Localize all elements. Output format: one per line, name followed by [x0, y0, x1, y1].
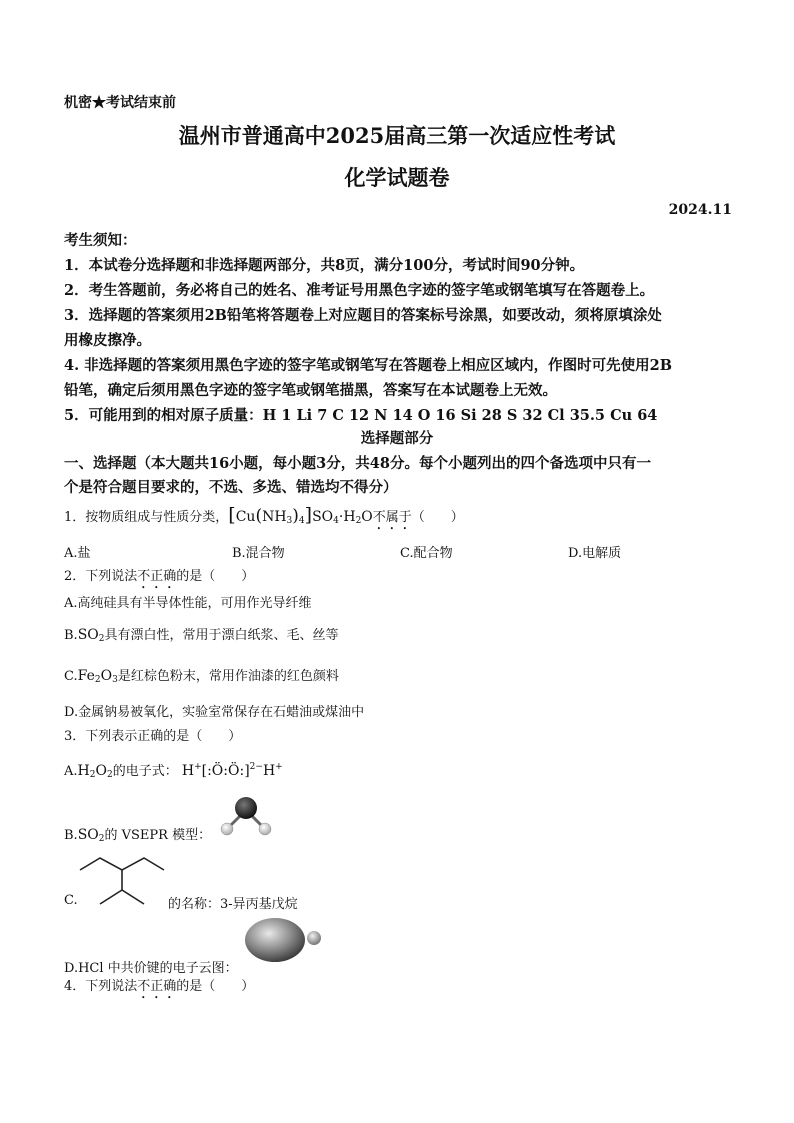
q1-emphasis: 不属于	[372, 510, 412, 525]
q2-option-b: $B.SO_2$具有漂白性，常用于漂白纸浆、毛、丝等	[64, 627, 339, 644]
q1-option-d: D.电解质	[568, 546, 622, 561]
q3-option-b: $B.SO_2$的 VSEPR 模型：	[64, 827, 212, 844]
q3-option-d: D.HCl 中共价键的电子云图：	[64, 961, 238, 976]
q4-emphasis: 不正确	[137, 979, 177, 994]
notice-item-4-cont: 铅笔，确定后须用黑色字迹的签字笔或钢笔描黑，答案写在本试题卷上无效。	[64, 382, 557, 399]
notice-item-4: 4. 非选择题的答案须用黑色字迹的签字笔或钢笔写在答题卷上相应区域内，作图时可先使用2B	[64, 357, 673, 374]
q2-option-d: D.金属钠易被氧化，实验室常保存在石蜡油或煤油中	[64, 705, 365, 720]
confidential-label: 机密★考试结束前	[64, 95, 176, 111]
vsepr-model-image	[216, 792, 274, 838]
q1-answer-blank: （ ）	[411, 510, 464, 525]
question-4: 4．下列说法不正确的是（ ）	[64, 979, 255, 994]
notice-item-3: 3．选择题的答案须用2B铅笔将答题卷上对应题目的答案标号涂黑，如要改动，须将原填涂处	[64, 307, 662, 324]
q2-emphasis: 不正确	[137, 569, 177, 584]
notice-heading: 考生须知：	[64, 232, 137, 249]
q1-option-a: A.盐	[64, 546, 91, 561]
exam-date: 2024.11	[668, 202, 732, 218]
section-title: 选择题部分	[360, 430, 434, 447]
q3-electron-formula: H+[:Ö:Ö:]$^{2-}$H+	[181, 762, 283, 779]
skeletal-structure-image	[76, 848, 166, 908]
electron-cloud-image	[242, 914, 328, 964]
notice-item-1: 1．本试卷分选择题和非选择题两部分，共8页，满分100分，考试时间90分钟。	[64, 257, 585, 274]
question-2: 2．下列说法不正确的是（ ）	[64, 569, 255, 584]
exam-subtitle: 化学试题卷	[344, 165, 450, 190]
section-instructions: 一、选择题（本大题共16小题，每小题3分，共48分。每个小题列出的四个备选项中只有一	[64, 455, 651, 472]
q2-option-a: A.高纯硅具有半导体性能，可用作光导纤维	[64, 596, 312, 611]
question-1	[64, 504, 464, 533]
exam-title: 温州市普通高中2025届高三第一次适应性考试	[178, 123, 616, 148]
q1-option-c: C.配合物	[400, 546, 453, 561]
q3-option-a: $A.H_2O_2$的电子式： H+[:Ö:Ö:]$^{2-}$H+	[64, 762, 283, 780]
question-3: 3．下列表示正确的是（ ）	[64, 729, 242, 744]
section-instructions-cont: 个是符合题目要求的，不选、多选、错选均不得分）	[64, 479, 398, 496]
q3-option-c: 的名称：3-异丙基戊烷	[168, 897, 298, 912]
q1-formula: $[Cu(NH_3)_4]SO_4\cdot H_2O$	[228, 504, 373, 526]
notice-item-5: 5．可能用到的相对原子质量：H 1 Li 7 C 12 N 14 O 16 Si 28 S 32 Cl 35.5 Cu 64	[64, 407, 658, 424]
q3-option-c-label: C.	[64, 893, 78, 908]
notice-item-2: 2．考生答题前，务必将自己的姓名、准考证号用黑色字迹的签字笔或钢笔填写在答题卷上。	[64, 282, 655, 299]
notice-item-3-cont: 用橡皮擦净。	[64, 332, 151, 349]
q1-option-b: B.混合物	[232, 546, 285, 561]
q1-prefix: 1．按物质组成与性质分类，	[64, 510, 229, 525]
q2-option-c: $C.Fe_2O_3$是红棕色粉末，常用作油漆的红色颜料	[64, 668, 339, 685]
